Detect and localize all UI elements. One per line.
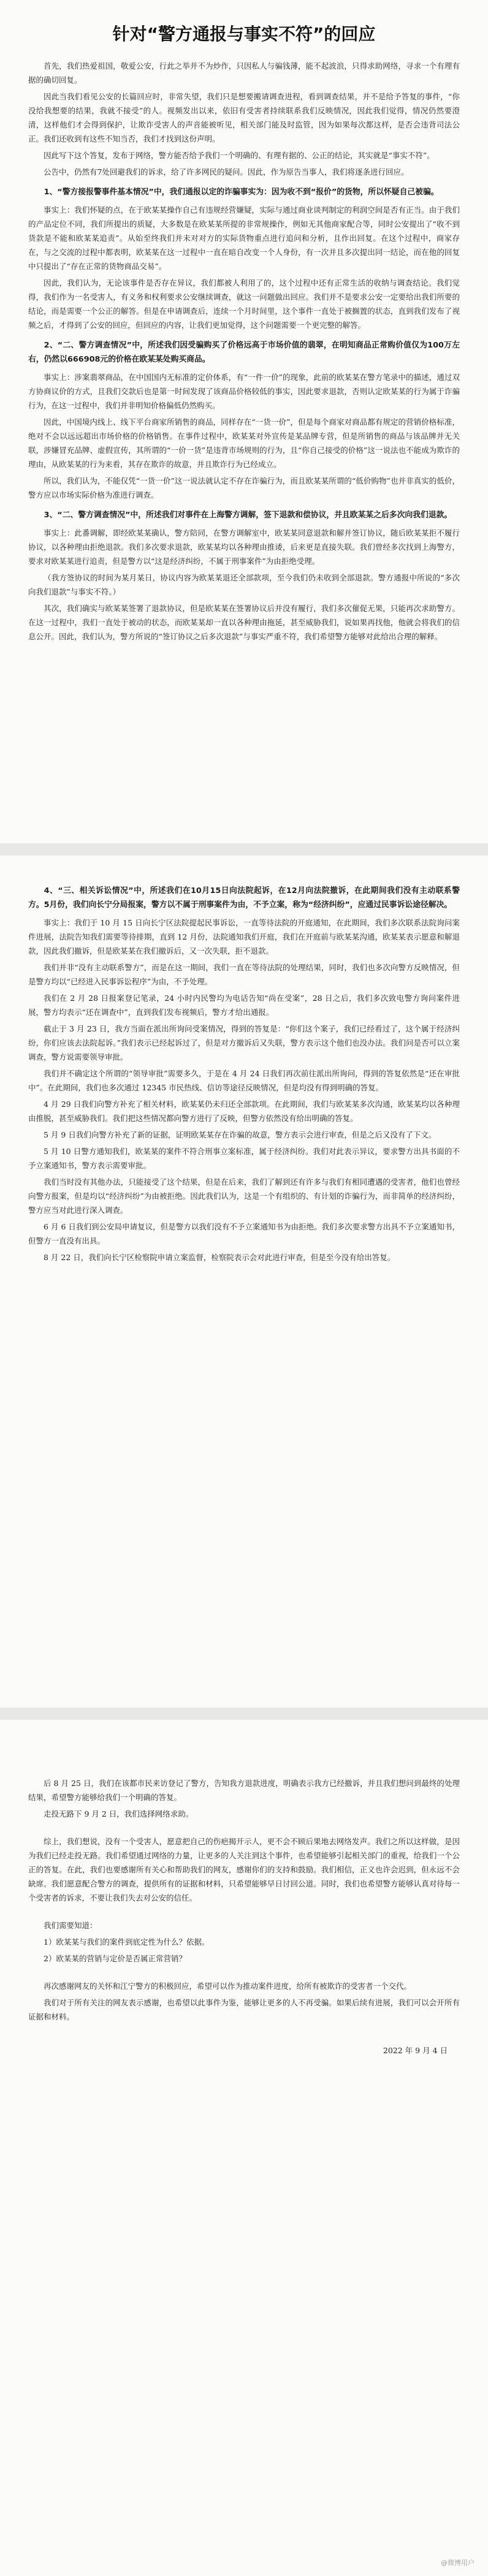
section-paragraph: （我方签协议的时间为某月某日，协议内容为欧某某退还全部款项，至今我们仍未收到全部退款。警方通报中所说的“多次向我们退款”与事实不符。） <box>28 573 460 596</box>
request-item: 2）欧某某的营销与定价是否属正常营销？ <box>44 1954 186 1963</box>
section-paragraph: 我们当时没有其他办法，只能接受了这个结果，但是在后来，我们了解到还有许多与我们有相同遭遇的受害者，他们也曾经向警方报案，但是均以“经济纠纷”为由被拒绝。因此我们认为，这是一个有组织的、有计划的诈骗行为，而非简单的经济纠纷，警方应当对此进行深入调查。 <box>28 1177 460 1215</box>
section-paragraph: 8 月 22 日，我们向长宁区检察院申请立案监督，检察院表示会对此进行审查，但是至今没有给出答复。 <box>44 1253 395 1262</box>
document-page-2 <box>0 856 488 1708</box>
document-date: 2022 年 9 月 4 日 <box>383 2046 448 2055</box>
section-paragraph: 后 8 月 25 日，我们在该都市民来访登记了警方，告知我方退款进度，明确表示我方已经撤诉，并且我们想问到最终的处理结果，希望警方能够给我们一个明确的答复。 <box>28 1779 460 1802</box>
section-paragraph: 因此，我们认为，无论该事件是否存在异议，我们都被人利用了的，这个过程中还有正常生活的收纳与调查结论。我们觉得，我们作为一名受害人，有义务和权利要求公安继续调查，就这一问题做出回应。我们并不是要求公安一定要给出我们所要的结论，而是需要一个公正的解答。但是在申请调查后，连续一个月时间里，这个事件一直处于被搁置的状态，直到我们发布了视频之后，才得到了公安的回应，但回应的内容，让我们更加觉得，这个问题需要一个更完整的解答。 <box>28 278 460 330</box>
section-heading: 2、“二、警方调查情况”中，所述我们因受骗购买了价格远高于市场价值的翡翠，在明知商品正常购价值仅为100万左右，仍然以666908元的价格在欧某某处购买商品。 <box>28 341 460 364</box>
final-paragraph: 我们对于所有关注的网友表示感谢，也希望以此事件为鉴，能够让更多的人不再受骗。如果后续有进展，我们可以会开所有证据和材料。 <box>28 1998 460 2021</box>
intro-paragraph: 首先，我们热爱祖国，敬爱公安，行此之举并不为炒作，只因私人与骗钱薄，能不起波浪，只得求助网络，寻求一个有理有据的确切回复。 <box>28 61 460 85</box>
closing-paragraph: 综上，我们想说，没有一个受害人，愿意把自己的伤疤揭开示人，更不会不顾后果地去网络发声。我们之所以这样做，是因为我们已经走投无路。我们希望通过网络的力量，让更多的人关注到这个事件，也希望能够引起相关部门的重视，给我们一个公正的答复。在此，我们也要感谢所有关心和帮助我们的网友，感谢你们的支持和鼓励。我们相信，正义也许会迟到，但永远不会缺席。我们愿意配合警方的调查，提供所有的证据和材料，只希望能够早日讨回公道。同时，我们也希望警方能够认真对待每一个受害者的诉求，不要让我们失去对公安的信任。 <box>28 1837 460 1902</box>
section-paragraph: 事实上：涉案翡翠商品，在中国国内无标准的定价体系，有“一件一价”的现象，此前的欧某某在警方笔录中的描述，通过双方协商议价的方式，且我们交款后也是第一时间发现了该商品价格较低的事实，因此要求退款，否则认定欧某某的行为属于诈骗行为，在这一过程中，我们并非明知价格偏低仍然购买。 <box>28 373 460 410</box>
intro-paragraph: 公告中，仍然有7处回避我们的诉求，给了许多网民的疑问。因此，作为原告当事人，我们将逐条进行回应。 <box>44 167 409 177</box>
section-paragraph: 因此，中国境内线上、线下平台商家所销售的商品，同样存在“一货一价”，但是每个商家对商品都有规定的营销价格标准，绝对不会以远远超出市场价格的价格销售。在事件过程中，欧某某对外宣传是某品牌专营，但是所销售的商品与该品牌并无关联，涉嫌冒充品牌、虚假宣传，其所谓的“一价一货”是违背市场规则的行为，且“你自己接受的价格”这一说法也不能成为欺诈的理由，从欧某某的行为来看，其存在欺诈的故意，并且欺诈行为已经成立。 <box>28 417 460 469</box>
request-item: 1）欧某某与我们的案件到底定性为什么？依据。 <box>44 1937 210 1947</box>
intro-paragraph: 因此当我们看见公安的长篇回应时，非常失望，我们只是想要搬请调查进程，看到调查结果，并不是给予答复的事件，“你没给我想要的结果，我就不接受”的人。视频发出以来，依旧有受害者持续联系我们反映情况，因此我们觉得，情况仍然要澄清，这样他们才会得到保护，让欺诈受害人的声音能被听见，相关部门能及时监管，因为如果每次都这样，是否会违背司法公正。我们还收到有这些不知当否，我们才找到这份声明。 <box>28 92 460 143</box>
section-paragraph: 4 月 29 日我们向警方补充了相关材料，欧某某仍未归还全部款项。在此期间，我们与欧某某多次沟通，欧某某均以各种理由推脱，甚至威胁我们。我们把这些情况都向警方进行了反映，但警方依然没有给出明确的答复。 <box>28 1100 460 1123</box>
section-paragraph: 我们并非“没有主动联系警方”，而是在这一期间，我们一直在等待法院的处理结果，同时，我们也多次向警方反映情况，但是警方均以“已经进入民事诉讼程序”为由，不予处理。 <box>28 963 460 986</box>
section-paragraph: 走投无路下 9 月 2 日，我们选择网络求助。 <box>44 1809 194 1818</box>
section-heading: 4、“三、相关诉讼情况”中，所述我们在10月15日向法院起诉，在12月向法院撤诉，在此期间我们没有主动联系警方。5月份，我们向长宁分局报案，警方以不属于刑事案件为由，不予立案，称为“经济纠纷”，应通过民事诉讼途径解决。 <box>28 886 460 910</box>
section-heading: 3、“二、警方调查情况”中，所述我们对事件在上海警方调解，签下退款和偿协议，并且欧某某之后多次向我们退款。 <box>44 511 452 520</box>
section-paragraph: 我们在 2 月 28 日报案登记笔录，24 小时内民警均为电话告知“尚在受案”，28 日之后，我们多次致电警方询问案件进展，警方均表示“还在调查中”，直到我们发布视频后，警方才给出通报。 <box>28 994 460 1017</box>
section-heading: 1、“警方接报警事件基本情况”中，我们通报以定的诈骗事实为：因为收不到“报价”的货物，所以怀疑自己被骗。 <box>44 188 439 197</box>
section-paragraph: 事实上：我们于 10 月 15 日向长宁区法院提起民事诉讼，一直等待法院的开庭通知，在此期间，我们多次联系法院询问案件进展，法院告知我们需要等待排期，直到 12 月份，法院通知我们开庭，我们在开庭前与欧某某沟通，欧某某表示愿意和解退款，因此我们撤诉，但是欧某某在我们撤诉后，又一次失联，拒不退款。 <box>28 918 460 956</box>
section-paragraph: 5 月 10 日警方通知我们，欧某某的案件不符合刑事立案标准，属于经济纠纷。我们对此表示异议，要求警方出具书面的不予立案通知书，警方表示需要审批。 <box>28 1147 460 1170</box>
document-page-1 <box>0 0 488 843</box>
requests-label: 我们需要知道： <box>44 1921 97 1930</box>
section-paragraph: 截止于 3 月 23 日，我方当面在派出所询问受案情况，得到的答复是：“你们这个案子，我们已经看过了，这个属于经济纠纷，你们应该去法院起诉。”我们表示已经起诉过了，但是对方撤诉后又失联，警方表示这个他们也没办法。我们问是否可以立案调查，警方说需要领导审批。 <box>28 1024 460 1062</box>
document-page-3 <box>0 1720 488 2576</box>
weibo-watermark: @微博用户 <box>441 2559 475 2567</box>
section-paragraph: 事实上：我们怀疑的点，在于欧某某操作自己有违规经营嫌疑，实际与通过商业谈判制定的利润空间是否有正当。由于我们的产品定位不同，我们所提出的质疑，大多数是在欧某某所提的非常规操作，例如无其他商家配合等，同时公安提出了“收不到货款是不能和欧某某追责”。从始至终我们并未对对方的实际货物重点进行追问和分析，且作出回复。在这个过程中，商家存在，与之交流的过程中都表明，欧某某在这一过程中一直在暗自改变一个人身份，有一次并且多次提出同一结论，而在他的回复中只提出了“存在正常的货物商品交易”。 <box>28 205 460 271</box>
page-title: 针对“警方通报与事实不符”的回应 <box>112 24 376 44</box>
section-paragraph: 6 月 6 日我们到公安局申请复议，但是警方以我们没有不予立案通知书为由拒绝。我们多次要求警方出具不予立案通知书，但警方一直没有出具。 <box>28 1222 460 1245</box>
section-paragraph: 其次，我们确实与欧某某签署了退款协议，但是欧某某在签署协议后并没有履行，我们多次催促无果，只能再次求助警方。在这一过程中，我们一直处于被动的状态，而欧某某却一直以各种理由拖延，甚至威胁我们，说如果再找他，他就会将我们的信息公开。因此，我们认为，警方所说的“签订协议之后多次退款”与事实严重不符，我们希望警方能够对此给出合理的解释。 <box>28 604 460 641</box>
section-paragraph: 事实上：此番调解，即经欧某某确认，警方陪同，在警方调解室中，欧某某同意退款和解并签订协议，随后欧某某拒不履行协议，以各种理由拒绝退款。我们多次要求退款，欧某某均以各种理由推诿，后来更是直接失联。我们曾经多次找到上海警方，要求对欧某某进行追责，但是警方以“这是经济纠纷，不属于刑事案件”为由拒绝受理。 <box>28 528 460 566</box>
section-paragraph: 5 月 9 日我们向警方补充了新的证据，证明欧某某存在诈骗的故意，警方表示会进行审查，但是之后又没有了下文。 <box>44 1130 437 1139</box>
final-paragraph: 再次感谢网友的关怀和江宁警方的积极回应，希望可以作为推动案件进度，给所有被欺诈的受害者一个交代。 <box>44 1981 412 1991</box>
section-paragraph: 所以，我们认为，不能仅凭“一货一价”这一说法就认定不存在诈骗行为，而且欧某某所谓的“低价购物”也并非真实的低价，警方应以市场实际价格为准进行调查。 <box>28 476 460 500</box>
intro-paragraph: 因此写下这个答复，发布于网络，警方能否给予我们一个明确的、有理有据的、公正的结论，其实就是“事实不符”。 <box>44 151 435 160</box>
section-paragraph: 我们并不确定这个所谓的“领导审批”需要多久，于是在 4 月 24 日我们再次前往派出所询问，得到的答复依然是“还在审批中”。在此期间，我们也多次通过 12345 市民热线、信访等途径反映情况，但是均没有得到明确的答复。 <box>28 1069 460 1092</box>
